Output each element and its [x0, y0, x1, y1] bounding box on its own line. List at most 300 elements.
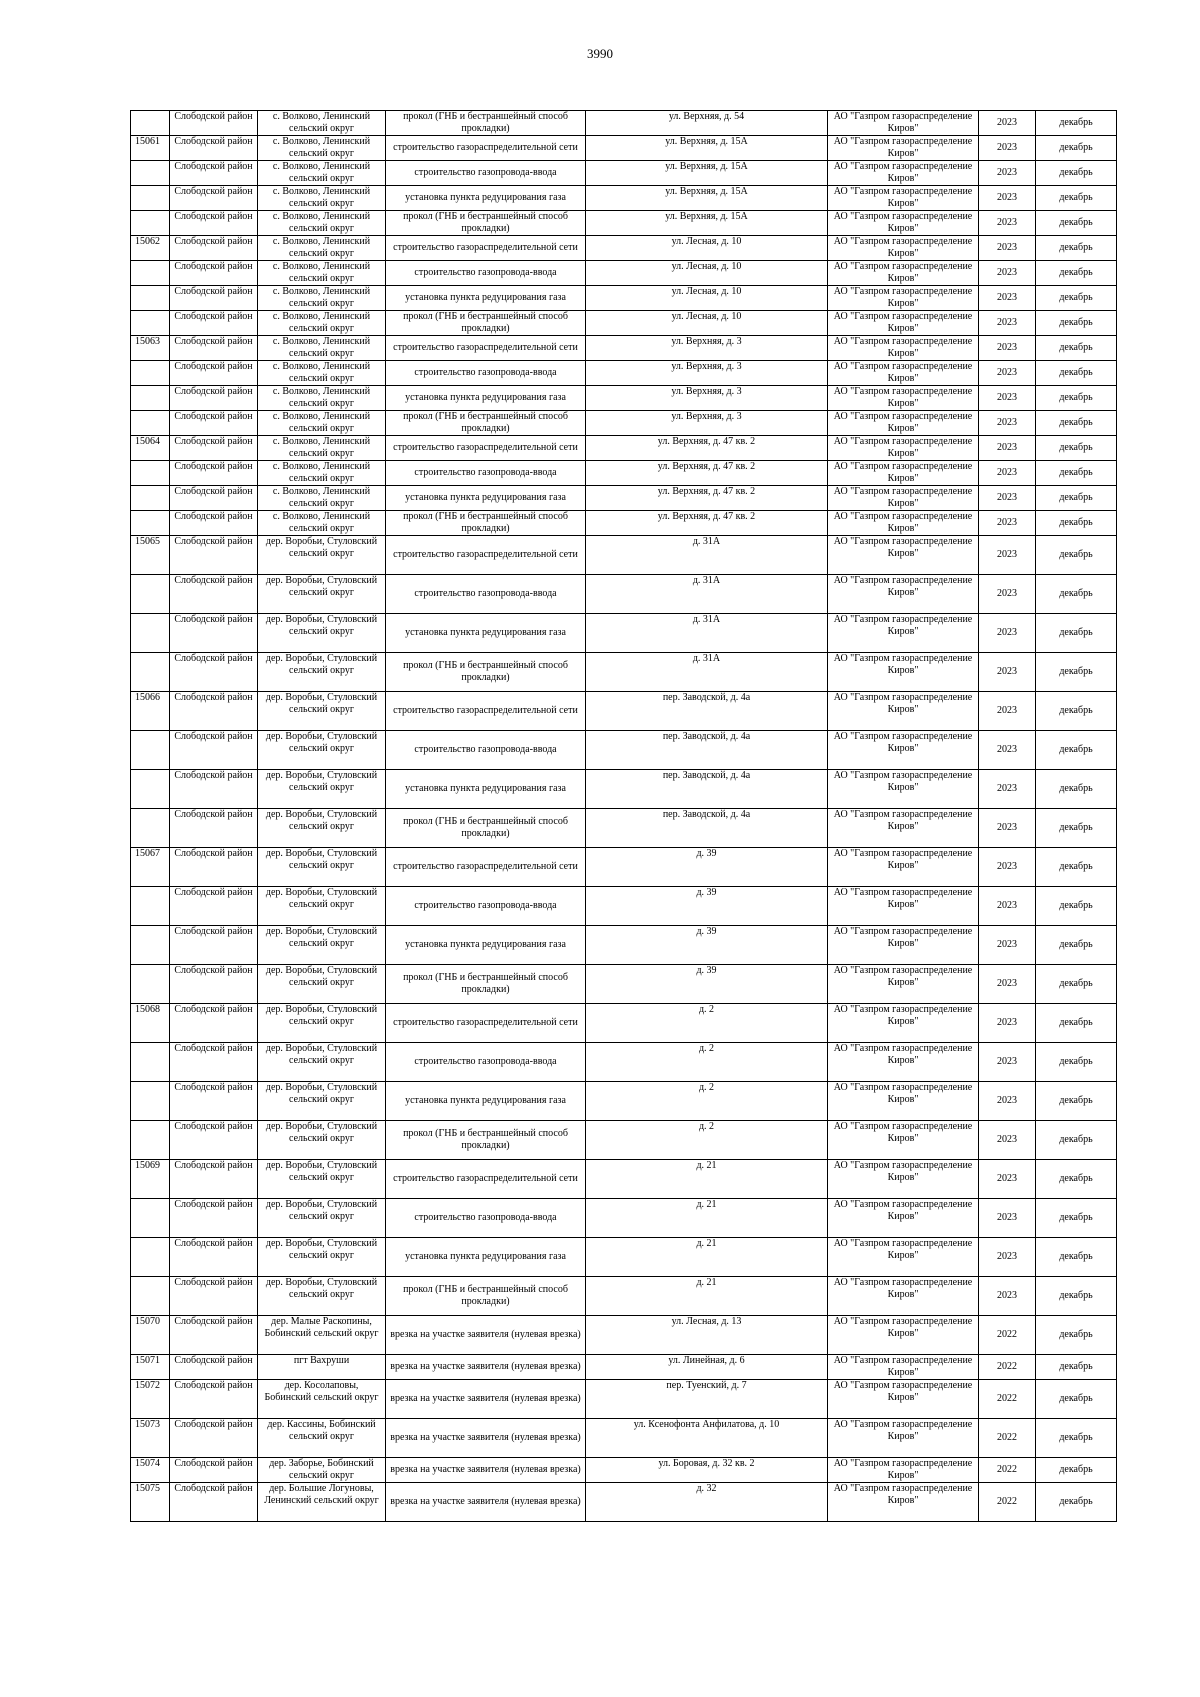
locality-cell: с. Волково, Ленинский сельский округ [258, 236, 386, 261]
address-cell: ул. Верхняя, д. 3 [586, 361, 828, 386]
month-cell: декабрь [1036, 1316, 1117, 1355]
year-cell: 2023 [979, 653, 1036, 692]
row-number: 15062 [131, 236, 170, 261]
table-row [131, 236, 1117, 261]
row-number [131, 211, 170, 236]
work-type-cell: врезка на участке заявителя (нулевая врезка) [386, 1380, 586, 1419]
work-type-cell: строительство газораспределительной сети [386, 436, 586, 461]
table-row [131, 731, 1117, 770]
locality-cell: дер. Малые Раскопины, Бобинский сельский округ [258, 1316, 386, 1355]
month-cell: декабрь [1036, 161, 1117, 186]
month-cell: декабрь [1036, 1043, 1117, 1082]
work-type-cell: строительство газораспределительной сети [386, 136, 586, 161]
month-cell: декабрь [1036, 1199, 1117, 1238]
month-cell: декабрь [1036, 926, 1117, 965]
address-cell: д. 21 [586, 1238, 828, 1277]
organization-cell: АО "Газпром газораспределение Киров" [828, 1277, 979, 1316]
locality-cell: с. Волково, Ленинский сельский округ [258, 336, 386, 361]
year-cell: 2022 [979, 1380, 1036, 1419]
table-row [131, 848, 1117, 887]
work-type-cell: строительство газопровода-ввода [386, 1199, 586, 1238]
district-cell: Слободской район [170, 770, 258, 809]
organization-cell: АО "Газпром газораспределение Киров" [828, 1380, 979, 1419]
year-cell: 2023 [979, 386, 1036, 411]
work-type-cell: строительство газопровода-ввода [386, 887, 586, 926]
district-cell: Слободской район [170, 461, 258, 486]
address-cell: д. 21 [586, 1199, 828, 1238]
row-number: 15061 [131, 136, 170, 161]
table-row [131, 461, 1117, 486]
locality-cell: дер. Воробьи, Стуловский сельский округ [258, 653, 386, 692]
month-cell: декабрь [1036, 361, 1117, 386]
month-cell: декабрь [1036, 311, 1117, 336]
district-cell: Слободской район [170, 411, 258, 436]
district-cell: Слободской район [170, 486, 258, 511]
row-number [131, 461, 170, 486]
table-row [131, 1043, 1117, 1082]
address-cell: ул. Верхняя, д. 3 [586, 411, 828, 436]
organization-cell: АО "Газпром газораспределение Киров" [828, 161, 979, 186]
district-cell: Слободской район [170, 926, 258, 965]
address-cell: ул. Верхняя, д. 3 [586, 386, 828, 411]
month-cell: декабрь [1036, 887, 1117, 926]
address-cell: пер. Заводской, д. 4а [586, 692, 828, 731]
district-cell: Слободской район [170, 286, 258, 311]
locality-cell: с. Волково, Ленинский сельский округ [258, 411, 386, 436]
table-row [131, 965, 1117, 1004]
month-cell: декабрь [1036, 1355, 1117, 1380]
district-cell: Слободской район [170, 848, 258, 887]
row-number: 15067 [131, 848, 170, 887]
locality-cell: дер. Воробьи, Стуловский сельский округ [258, 692, 386, 731]
year-cell: 2023 [979, 926, 1036, 965]
district-cell: Слободской район [170, 731, 258, 770]
year-cell: 2022 [979, 1419, 1036, 1458]
organization-cell: АО "Газпром газораспределение Киров" [828, 887, 979, 926]
locality-cell: дер. Воробьи, Стуловский сельский округ [258, 1082, 386, 1121]
organization-cell: АО "Газпром газораспределение Киров" [828, 536, 979, 575]
address-cell: ул. Линейная, д. 6 [586, 1355, 828, 1380]
locality-cell: с. Волково, Ленинский сельский округ [258, 511, 386, 536]
address-cell: пер. Туенский, д. 7 [586, 1380, 828, 1419]
organization-cell: АО "Газпром газораспределение Киров" [828, 965, 979, 1004]
organization-cell: АО "Газпром газораспределение Киров" [828, 461, 979, 486]
table-row [131, 1199, 1117, 1238]
district-cell: Слободской район [170, 1043, 258, 1082]
month-cell: декабрь [1036, 411, 1117, 436]
month-cell: декабрь [1036, 1121, 1117, 1160]
address-cell: ул. Верхняя, д. 3 [586, 336, 828, 361]
address-cell: ул. Лесная, д. 10 [586, 286, 828, 311]
table-row [131, 1082, 1117, 1121]
row-number [131, 311, 170, 336]
district-cell: Слободской район [170, 136, 258, 161]
work-type-cell: установка пункта редуцирования газа [386, 486, 586, 511]
table-row [131, 111, 1117, 136]
locality-cell: дер. Воробьи, Стуловский сельский округ [258, 731, 386, 770]
locality-cell: с. Волково, Ленинский сельский округ [258, 161, 386, 186]
district-cell: Слободской район [170, 1199, 258, 1238]
organization-cell: АО "Газпром газораспределение Киров" [828, 211, 979, 236]
district-cell: Слободской район [170, 1277, 258, 1316]
work-type-cell: врезка на участке заявителя (нулевая врезка) [386, 1355, 586, 1380]
organization-cell: АО "Газпром газораспределение Киров" [828, 848, 979, 887]
work-type-cell: строительство газораспределительной сети [386, 236, 586, 261]
district-cell: Слободской район [170, 186, 258, 211]
locality-cell: дер. Косолаповы, Бобинский сельский округ [258, 1380, 386, 1419]
row-number [131, 411, 170, 436]
work-type-cell: прокол (ГНБ и бестраншейный способ прокладки) [386, 809, 586, 848]
row-number [131, 653, 170, 692]
district-cell: Слободской район [170, 211, 258, 236]
address-cell: д. 2 [586, 1121, 828, 1160]
table-body [131, 111, 1117, 1522]
year-cell: 2023 [979, 286, 1036, 311]
district-cell: Слободской район [170, 965, 258, 1004]
address-cell: пер. Заводской, д. 4а [586, 770, 828, 809]
district-cell: Слободской район [170, 261, 258, 286]
row-number [131, 731, 170, 770]
district-cell: Слободской район [170, 1419, 258, 1458]
row-number [131, 486, 170, 511]
locality-cell: дер. Воробьи, Стуловский сельский округ [258, 887, 386, 926]
table-row [131, 1380, 1117, 1419]
address-cell: ул. Верхняя, д. 47 кв. 2 [586, 436, 828, 461]
organization-cell: АО "Газпром газораспределение Киров" [828, 486, 979, 511]
month-cell: декабрь [1036, 436, 1117, 461]
district-cell: Слободской район [170, 161, 258, 186]
table-row [131, 887, 1117, 926]
address-cell: ул. Верхняя, д. 47 кв. 2 [586, 486, 828, 511]
row-number: 15071 [131, 1355, 170, 1380]
month-cell: декабрь [1036, 511, 1117, 536]
work-type-cell: прокол (ГНБ и бестраншейный способ прокладки) [386, 111, 586, 136]
work-type-cell: врезка на участке заявителя (нулевая врезка) [386, 1419, 586, 1458]
work-type-cell: прокол (ГНБ и бестраншейный способ прокладки) [386, 1277, 586, 1316]
locality-cell: с. Волково, Ленинский сельский округ [258, 186, 386, 211]
locality-cell: с. Волково, Ленинский сельский округ [258, 311, 386, 336]
organization-cell: АО "Газпром газораспределение Киров" [828, 186, 979, 211]
work-type-cell: прокол (ГНБ и бестраншейный способ прокладки) [386, 511, 586, 536]
year-cell: 2023 [979, 336, 1036, 361]
table-row [131, 186, 1117, 211]
locality-cell: дер. Кассины, Бобинский сельский округ [258, 1419, 386, 1458]
year-cell: 2023 [979, 461, 1036, 486]
row-number: 15074 [131, 1458, 170, 1483]
address-cell: ул. Лесная, д. 10 [586, 261, 828, 286]
locality-cell: дер. Воробьи, Стуловский сельский округ [258, 1160, 386, 1199]
organization-cell: АО "Газпром газораспределение Киров" [828, 361, 979, 386]
address-cell: д. 31А [586, 536, 828, 575]
locality-cell: дер. Воробьи, Стуловский сельский округ [258, 965, 386, 1004]
district-cell: Слободской район [170, 614, 258, 653]
organization-cell: АО "Газпром газораспределение Киров" [828, 136, 979, 161]
year-cell: 2022 [979, 1316, 1036, 1355]
address-cell: д. 39 [586, 926, 828, 965]
row-number [131, 1238, 170, 1277]
table-row [131, 436, 1117, 461]
month-cell: декабрь [1036, 211, 1117, 236]
organization-cell: АО "Газпром газораспределение Киров" [828, 731, 979, 770]
work-type-cell: прокол (ГНБ и бестраншейный способ прокладки) [386, 311, 586, 336]
address-cell: ул. Верхняя, д. 15А [586, 161, 828, 186]
locality-cell: с. Волково, Ленинский сельский округ [258, 436, 386, 461]
work-type-cell: установка пункта редуцирования газа [386, 1082, 586, 1121]
district-cell: Слободской район [170, 1121, 258, 1160]
work-type-cell: врезка на участке заявителя (нулевая врезка) [386, 1458, 586, 1483]
row-number: 15065 [131, 536, 170, 575]
month-cell: декабрь [1036, 575, 1117, 614]
district-cell: Слободской район [170, 1380, 258, 1419]
month-cell: декабрь [1036, 770, 1117, 809]
organization-cell: АО "Газпром газораспределение Киров" [828, 1004, 979, 1043]
table-row [131, 336, 1117, 361]
year-cell: 2023 [979, 111, 1036, 136]
year-cell: 2023 [979, 136, 1036, 161]
locality-cell: с. Волково, Ленинский сельский округ [258, 361, 386, 386]
locality-cell: дер. Воробьи, Стуловский сельский округ [258, 575, 386, 614]
month-cell: декабрь [1036, 692, 1117, 731]
organization-cell: АО "Газпром газораспределение Киров" [828, 111, 979, 136]
table-row [131, 1277, 1117, 1316]
address-cell: ул. Лесная, д. 10 [586, 236, 828, 261]
district-cell: Слободской район [170, 361, 258, 386]
address-cell: ул. Верхняя, д. 15А [586, 211, 828, 236]
month-cell: декабрь [1036, 1160, 1117, 1199]
locality-cell: дер. Воробьи, Стуловский сельский округ [258, 1121, 386, 1160]
work-type-cell: установка пункта редуцирования газа [386, 926, 586, 965]
locality-cell: с. Волково, Ленинский сельский округ [258, 111, 386, 136]
work-type-cell: строительство газопровода-ввода [386, 261, 586, 286]
district-cell: Слободской район [170, 809, 258, 848]
table-row [131, 311, 1117, 336]
district-cell: Слободской район [170, 1355, 258, 1380]
work-type-cell: установка пункта редуцирования газа [386, 386, 586, 411]
district-cell: Слободской район [170, 1316, 258, 1355]
address-cell: ул. Ксенофонта Анфилатова, д. 10 [586, 1419, 828, 1458]
organization-cell: АО "Газпром газораспределение Киров" [828, 770, 979, 809]
year-cell: 2023 [979, 809, 1036, 848]
table-row [131, 1483, 1117, 1522]
organization-cell: АО "Газпром газораспределение Киров" [828, 1238, 979, 1277]
year-cell: 2023 [979, 887, 1036, 926]
work-type-cell: установка пункта редуцирования газа [386, 186, 586, 211]
locality-cell: дер. Воробьи, Стуловский сельский округ [258, 809, 386, 848]
table-row [131, 1458, 1117, 1483]
organization-cell: АО "Газпром газораспределение Киров" [828, 575, 979, 614]
month-cell: декабрь [1036, 536, 1117, 575]
locality-cell: дер. Воробьи, Стуловский сельский округ [258, 536, 386, 575]
locality-cell: пгт Вахруши [258, 1355, 386, 1380]
year-cell: 2023 [979, 1199, 1036, 1238]
month-cell: декабрь [1036, 461, 1117, 486]
table-row [131, 161, 1117, 186]
year-cell: 2023 [979, 965, 1036, 1004]
address-cell: д. 31А [586, 614, 828, 653]
district-cell: Слободской район [170, 386, 258, 411]
table-row [131, 211, 1117, 236]
month-cell: декабрь [1036, 136, 1117, 161]
address-cell: ул. Верхняя, д. 47 кв. 2 [586, 511, 828, 536]
address-cell: ул. Лесная, д. 10 [586, 311, 828, 336]
row-number: 15068 [131, 1004, 170, 1043]
year-cell: 2022 [979, 1483, 1036, 1522]
month-cell: декабрь [1036, 261, 1117, 286]
year-cell: 2023 [979, 186, 1036, 211]
locality-cell: с. Волково, Ленинский сельский округ [258, 286, 386, 311]
row-number [131, 286, 170, 311]
month-cell: декабрь [1036, 614, 1117, 653]
row-number: 15075 [131, 1483, 170, 1522]
organization-cell: АО "Газпром газораспределение Киров" [828, 261, 979, 286]
locality-cell: с. Волково, Ленинский сельский округ [258, 211, 386, 236]
organization-cell: АО "Газпром газораспределение Киров" [828, 614, 979, 653]
locality-cell: дер. Воробьи, Стуловский сельский округ [258, 1277, 386, 1316]
year-cell: 2023 [979, 692, 1036, 731]
work-type-cell: строительство газораспределительной сети [386, 1004, 586, 1043]
work-type-cell: врезка на участке заявителя (нулевая врезка) [386, 1316, 586, 1355]
locality-cell: дер. Большие Логуновы, Ленинский сельский округ [258, 1483, 386, 1522]
row-number [131, 770, 170, 809]
table-row [131, 361, 1117, 386]
organization-cell: АО "Газпром газораспределение Киров" [828, 236, 979, 261]
month-cell: декабрь [1036, 111, 1117, 136]
address-cell: д. 2 [586, 1082, 828, 1121]
month-cell: декабрь [1036, 1004, 1117, 1043]
work-type-cell: строительство газопровода-ввода [386, 361, 586, 386]
district-cell: Слободской район [170, 692, 258, 731]
year-cell: 2023 [979, 1043, 1036, 1082]
year-cell: 2023 [979, 848, 1036, 887]
address-cell: пер. Заводской, д. 4а [586, 809, 828, 848]
year-cell: 2023 [979, 261, 1036, 286]
work-type-cell: установка пункта редуцирования газа [386, 1238, 586, 1277]
work-type-cell: прокол (ГНБ и бестраншейный способ прокладки) [386, 653, 586, 692]
row-number [131, 926, 170, 965]
year-cell: 2023 [979, 411, 1036, 436]
organization-cell: АО "Газпром газораспределение Киров" [828, 336, 979, 361]
year-cell: 2022 [979, 1355, 1036, 1380]
district-cell: Слободской район [170, 1004, 258, 1043]
locality-cell: с. Волково, Ленинский сельский округ [258, 486, 386, 511]
district-cell: Слободской район [170, 575, 258, 614]
row-number [131, 1043, 170, 1082]
work-type-cell: врезка на участке заявителя (нулевая врезка) [386, 1483, 586, 1522]
year-cell: 2023 [979, 575, 1036, 614]
table-row [131, 1004, 1117, 1043]
month-cell: декабрь [1036, 386, 1117, 411]
work-type-cell: строительство газопровода-ввода [386, 731, 586, 770]
table-row [131, 575, 1117, 614]
table-row [131, 653, 1117, 692]
district-cell: Слободской район [170, 1483, 258, 1522]
address-cell: ул. Верхняя, д. 54 [586, 111, 828, 136]
table-row [131, 486, 1117, 511]
address-cell: д. 31А [586, 575, 828, 614]
table-row [131, 536, 1117, 575]
year-cell: 2023 [979, 1082, 1036, 1121]
organization-cell: АО "Газпром газораспределение Киров" [828, 511, 979, 536]
month-cell: декабрь [1036, 731, 1117, 770]
organization-cell: АО "Газпром газораспределение Киров" [828, 1355, 979, 1380]
year-cell: 2023 [979, 211, 1036, 236]
organization-cell: АО "Газпром газораспределение Киров" [828, 653, 979, 692]
locality-cell: дер. Воробьи, Стуловский сельский округ [258, 1238, 386, 1277]
locality-cell: дер. Воробьи, Стуловский сельский округ [258, 1004, 386, 1043]
row-number [131, 261, 170, 286]
district-cell: Слободской район [170, 653, 258, 692]
address-cell: ул. Верхняя, д. 15А [586, 136, 828, 161]
work-type-cell: строительство газопровода-ввода [386, 461, 586, 486]
table-row [131, 136, 1117, 161]
row-number [131, 511, 170, 536]
row-number [131, 809, 170, 848]
address-cell: ул. Верхняя, д. 47 кв. 2 [586, 461, 828, 486]
work-type-cell: строительство газораспределительной сети [386, 848, 586, 887]
organization-cell: АО "Газпром газораспределение Киров" [828, 1458, 979, 1483]
table-row [131, 1160, 1117, 1199]
table-row [131, 1238, 1117, 1277]
locality-cell: с. Волково, Ленинский сельский округ [258, 386, 386, 411]
month-cell: декабрь [1036, 1483, 1117, 1522]
locality-cell: дер. Воробьи, Стуловский сельский округ [258, 1199, 386, 1238]
year-cell: 2023 [979, 614, 1036, 653]
row-number [131, 1199, 170, 1238]
year-cell: 2023 [979, 536, 1036, 575]
table-row [131, 1419, 1117, 1458]
address-cell: ул. Боровая, д. 32 кв. 2 [586, 1458, 828, 1483]
address-cell: д. 21 [586, 1277, 828, 1316]
month-cell: декабрь [1036, 186, 1117, 211]
row-number: 15064 [131, 436, 170, 461]
organization-cell: АО "Газпром газораспределение Киров" [828, 411, 979, 436]
month-cell: декабрь [1036, 1238, 1117, 1277]
work-type-cell: прокол (ГНБ и бестраншейный способ прокладки) [386, 1121, 586, 1160]
table-row [131, 261, 1117, 286]
row-number [131, 161, 170, 186]
district-cell: Слободской район [170, 436, 258, 461]
table-row [131, 511, 1117, 536]
organization-cell: АО "Газпром газораспределение Киров" [828, 311, 979, 336]
organization-cell: АО "Газпром газораспределение Киров" [828, 809, 979, 848]
row-number [131, 361, 170, 386]
year-cell: 2023 [979, 511, 1036, 536]
table-row [131, 411, 1117, 436]
data-table [130, 110, 1117, 1522]
year-cell: 2023 [979, 361, 1036, 386]
address-cell: д. 2 [586, 1043, 828, 1082]
address-cell: д. 21 [586, 1160, 828, 1199]
table-row [131, 809, 1117, 848]
district-cell: Слободской район [170, 1238, 258, 1277]
work-type-cell: прокол (ГНБ и бестраншейный способ прокладки) [386, 411, 586, 436]
locality-cell: дер. Воробьи, Стуловский сельский округ [258, 926, 386, 965]
organization-cell: АО "Газпром газораспределение Киров" [828, 1483, 979, 1522]
row-number: 15063 [131, 336, 170, 361]
year-cell: 2023 [979, 1160, 1036, 1199]
year-cell: 2023 [979, 1121, 1036, 1160]
year-cell: 2023 [979, 161, 1036, 186]
year-cell: 2023 [979, 236, 1036, 261]
row-number: 15069 [131, 1160, 170, 1199]
month-cell: декабрь [1036, 486, 1117, 511]
month-cell: декабрь [1036, 1082, 1117, 1121]
district-cell: Слободской район [170, 311, 258, 336]
organization-cell: АО "Газпром газораспределение Киров" [828, 926, 979, 965]
work-type-cell: прокол (ГНБ и бестраншейный способ прокладки) [386, 211, 586, 236]
district-cell: Слободской район [170, 887, 258, 926]
month-cell: декабрь [1036, 848, 1117, 887]
